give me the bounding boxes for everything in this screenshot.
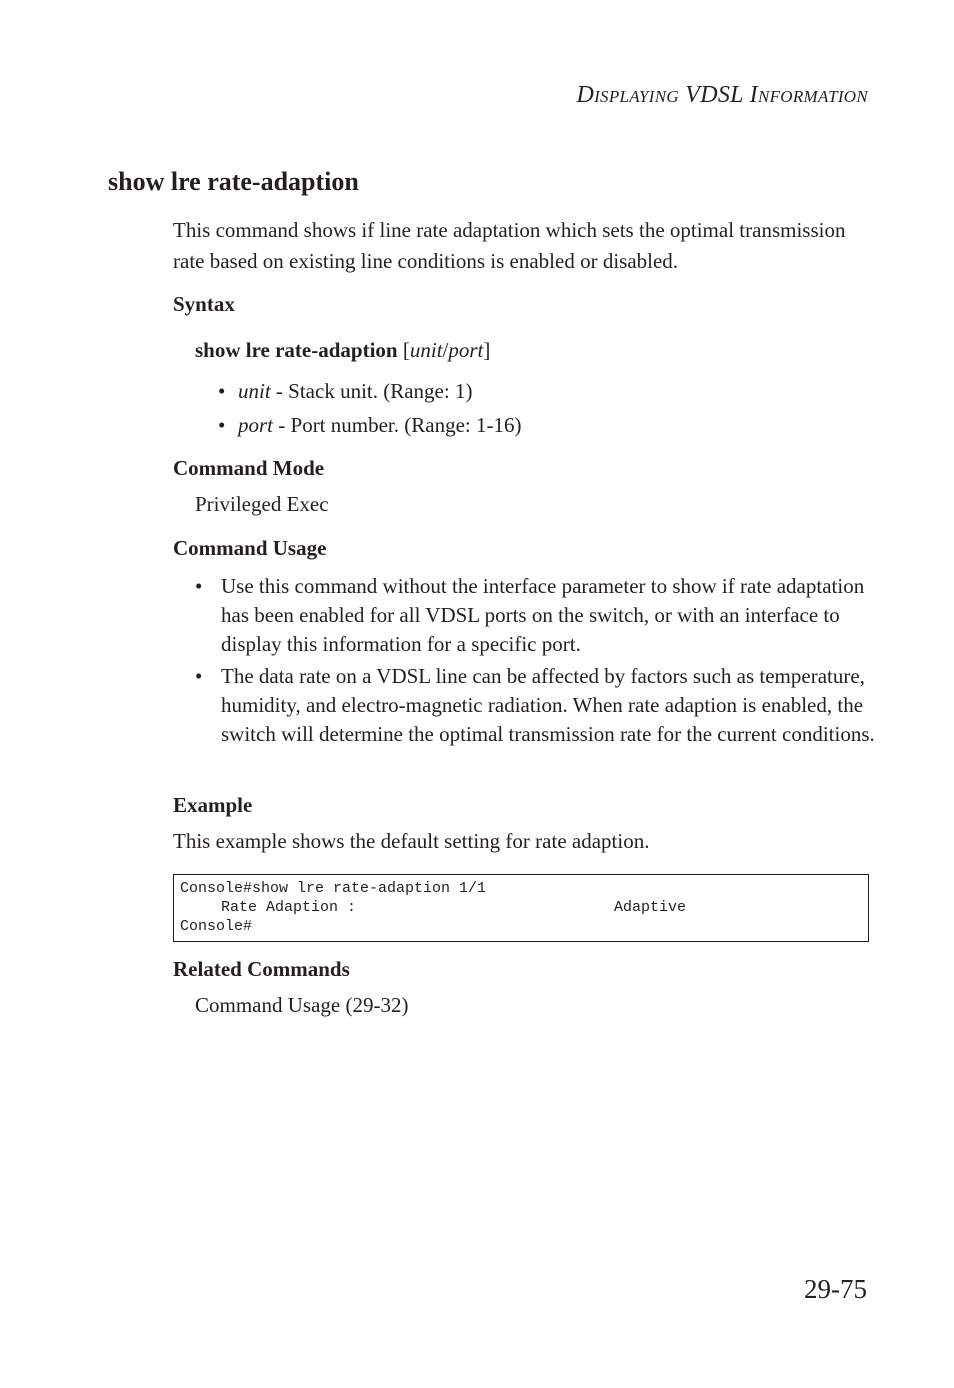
bullet-icon: • bbox=[195, 664, 203, 688]
syntax-arg-unit: unit bbox=[409, 338, 443, 362]
example-heading: Example bbox=[173, 793, 253, 817]
running-header-isplaying: ISPLAYING bbox=[594, 87, 679, 106]
param-name: port bbox=[238, 413, 274, 437]
intro-paragraph: This command shows if line rate adaptation which sets the optimal transmission rate based on existing line conditions is enabled or disabled. bbox=[173, 218, 846, 273]
related-commands-heading: Related Commands bbox=[173, 957, 350, 981]
param-name: unit bbox=[238, 379, 271, 403]
running-header bbox=[400, 82, 868, 109]
running-header-vdsl: VDSL I bbox=[678, 82, 758, 108]
bullet-icon: • bbox=[218, 379, 226, 403]
syntax-line bbox=[195, 338, 490, 363]
syntax-heading: Syntax bbox=[173, 292, 235, 316]
usage-item-text: The data rate on a VDSL line can be affected by factors such as temperature, humidity, and electro-magnetic radiation. When rate adaption is enabled, the switch will determine the optimal transmission rate for the current conditions. bbox=[221, 664, 875, 746]
running-header-d: D bbox=[576, 82, 595, 108]
bullet-icon: • bbox=[195, 574, 203, 598]
console-line-2-value: Adaptive bbox=[614, 899, 687, 916]
command-usage-list bbox=[195, 572, 875, 752]
command-usage-heading: Command Usage bbox=[173, 536, 327, 560]
usage-item bbox=[195, 572, 875, 659]
console-output bbox=[173, 874, 869, 942]
console-line-3: Console# bbox=[180, 918, 253, 935]
related-commands-link[interactable]: Command Usage (29-32) bbox=[195, 993, 409, 1017]
console-line-2-label: Rate Adaption : bbox=[221, 899, 357, 916]
syntax-close-bracket: ] bbox=[483, 338, 491, 362]
syntax-arg-port: port bbox=[448, 338, 484, 362]
param-desc: - Port number. (Range: 1-16) bbox=[273, 413, 522, 437]
command-mode-value: Privileged Exec bbox=[195, 492, 329, 516]
param-item bbox=[218, 379, 472, 404]
syntax-command: show lre rate-adaption bbox=[195, 338, 398, 362]
command-mode-heading: Command Mode bbox=[173, 456, 325, 480]
usage-item-text: Use this command without the interface parameter to show if rate adaptation has been enabled for all VDSL ports on the switch, or with an interface to display this information for a specific port. bbox=[221, 574, 865, 656]
param-item bbox=[218, 413, 521, 438]
example-text: This example shows the default setting for rate adaption. bbox=[173, 829, 650, 853]
param-desc: - Stack unit. (Range: 1) bbox=[270, 379, 473, 403]
syntax-open-bracket: [ bbox=[397, 338, 410, 362]
page-title: show lre rate-adaption bbox=[108, 167, 359, 196]
syntax-slash: / bbox=[442, 338, 449, 362]
usage-item bbox=[195, 662, 875, 749]
page-number: 29-75 bbox=[804, 1274, 867, 1304]
console-line-1: Console#show lre rate-adaption 1/1 bbox=[180, 880, 487, 897]
bullet-icon: • bbox=[218, 413, 226, 437]
running-header-nformation: NFORMATION bbox=[757, 87, 868, 106]
